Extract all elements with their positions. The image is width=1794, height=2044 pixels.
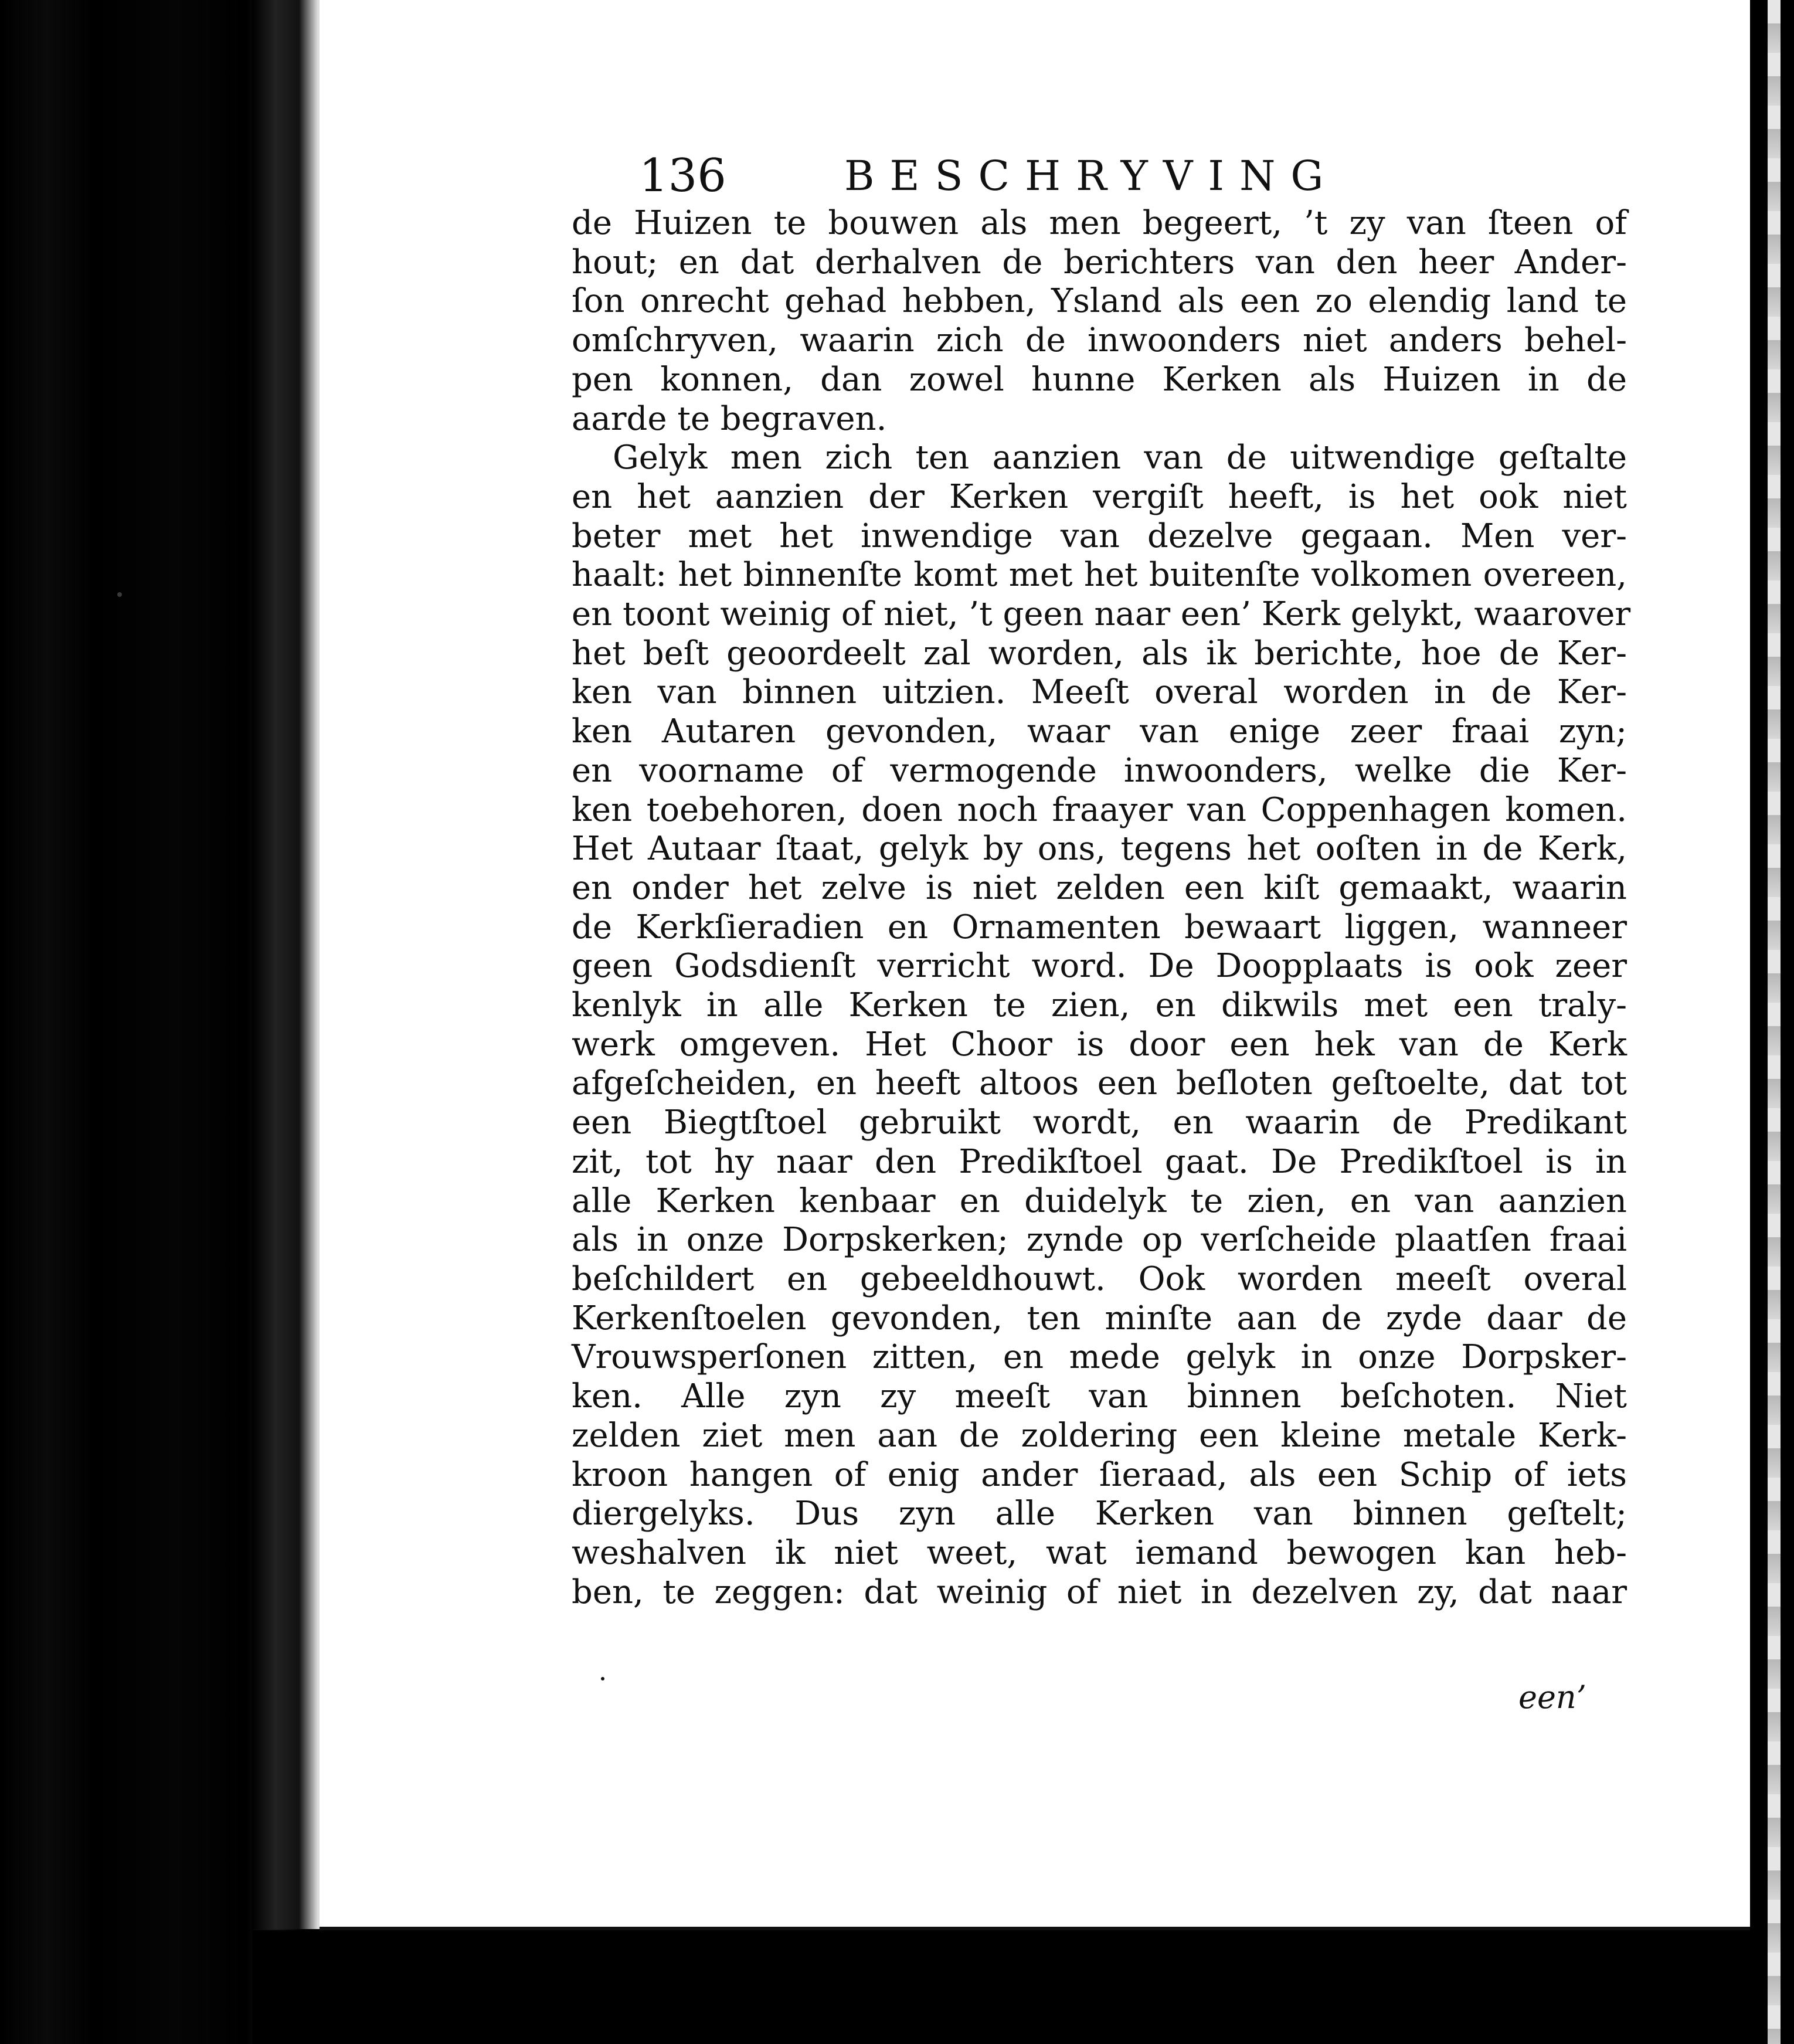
bottom-page-edge	[252, 1930, 1750, 2044]
paragraph-first-line: Gelyk men zich ten aanzien van de uitwendige geſtalte	[613, 439, 1627, 477]
catchword: een’	[1518, 1679, 1586, 1716]
body-text	[572, 204, 1631, 1612]
edge-speck	[117, 592, 122, 597]
text-line: ken. Alle zyn zy meeſt van binnen beſchoten. Niet	[572, 1377, 1627, 1416]
text-line: de Kerkſieradien en Ornamenten bewaart liggen, wanneer	[572, 908, 1627, 946]
text-line: weshalven ik niet weet, wat iemand bewogen kan heb-	[572, 1533, 1627, 1572]
text-line: de Huizen te bouwen als men begeert, ’t zy van ſteen of	[572, 204, 1627, 242]
text-line: het beſt geoordeelt zal worden, als ik berichte, hoe de Ker-	[572, 634, 1627, 673]
running-head	[639, 144, 1419, 208]
text-line: als in onze Dorpskerken; zynde op verſcheide plaatſen fraai	[572, 1221, 1627, 1259]
text-line: kenlyk in alle Kerken te zien, en dikwils met een traly-	[572, 986, 1627, 1025]
text-line: beter met het inwendige van dezelve gegaan. Men ver-	[572, 517, 1627, 555]
running-title: BESCHRYVING	[844, 152, 1339, 200]
page-gutter-shadow	[252, 0, 320, 1929]
text-line: en voorname of vermogende inwoonders, welke die Ker-	[572, 751, 1627, 790]
text-line: ben, te zeggen: dat weinig of niet in dezelven zy, dat naar	[572, 1573, 1627, 1611]
text-line: ken Autaren gevonden, waar van enige zeer fraai zyn;	[572, 712, 1627, 751]
text-line: en het aanzien der Kerken vergiſt heeft, is het ook niet	[572, 477, 1627, 516]
text-line: pen konnen, dan zowel hunne Kerken als Huizen in de	[572, 360, 1627, 399]
text-line: haalt: het binnenſte komt met het buitenſte volkomen overeen,	[572, 556, 1627, 595]
text-line: Vrouwsperſonen zitten, en mede gelyk in onze Dorpsker-	[572, 1338, 1627, 1377]
text-line: aarde te begraven.	[572, 399, 887, 438]
next-page-sliver	[1768, 0, 1781, 2044]
text-line: kroon hangen of enig ander ſieraad, als een Schip of iets	[572, 1455, 1627, 1494]
text-line: werk omgeven. Het Choor is door een hek van de Kerk	[572, 1025, 1627, 1064]
text-line: en toont weinig of niet, ’t geen naar een’ Kerk gelykt, waarover	[572, 595, 1631, 634]
text-line: alle Kerken kenbaar en duidelyk te zien, en van aanzien	[572, 1181, 1627, 1220]
text-line: ſon onrecht gehad hebben, Ysland als een zo elendig land te	[572, 282, 1627, 321]
text-line: Kerkenſtoelen gevonden, ten minſte aan de zyde daar de	[572, 1299, 1627, 1337]
text-line: zelden ziet men aan de zoldering een kleine metale Kerk-	[572, 1416, 1627, 1455]
text-line: ken toebehoren, doen noch fraayer van Coppenhagen komen.	[572, 790, 1627, 829]
text-line: Het Autaar ſtaat, gelyk by ons, tegens het ooſten in de Kerk,	[572, 830, 1627, 868]
ink-speck	[601, 1677, 604, 1680]
text-line: ken van binnen uitzien. Meeſt overal worden in de Ker-	[572, 673, 1627, 712]
text-line: omſchryven, waarin zich de inwoonders niet anders behel-	[572, 321, 1627, 360]
page-number: 136	[639, 150, 726, 202]
text-line: zit, tot hy naar den Predikſtoel gaat. De Predikſtoel is in	[572, 1142, 1627, 1181]
text-line: een Biegtſtoel gebruikt wordt, en waarin de Predikant	[572, 1104, 1627, 1142]
text-line: beſchildert en gebeeldhouwt. Ook worden meeſt overal	[572, 1259, 1627, 1298]
text-line: geen Godsdienſt verricht word. De Doopplaats is ook zeer	[572, 947, 1627, 986]
text-line: diergelyks. Dus zyn alle Kerken van binnen geſtelt;	[572, 1495, 1627, 1533]
text-line: afgeſcheiden, en heeft altoos een beſloten geſtoelte, dat tot	[572, 1064, 1627, 1103]
text-line: hout; en dat derhalven de berichters van den heer Ander-	[572, 243, 1627, 281]
right-page-edge	[1750, 0, 1794, 2044]
text-line: en onder het zelve is niet zelden een kiſt gemaakt, waarin	[572, 868, 1627, 907]
